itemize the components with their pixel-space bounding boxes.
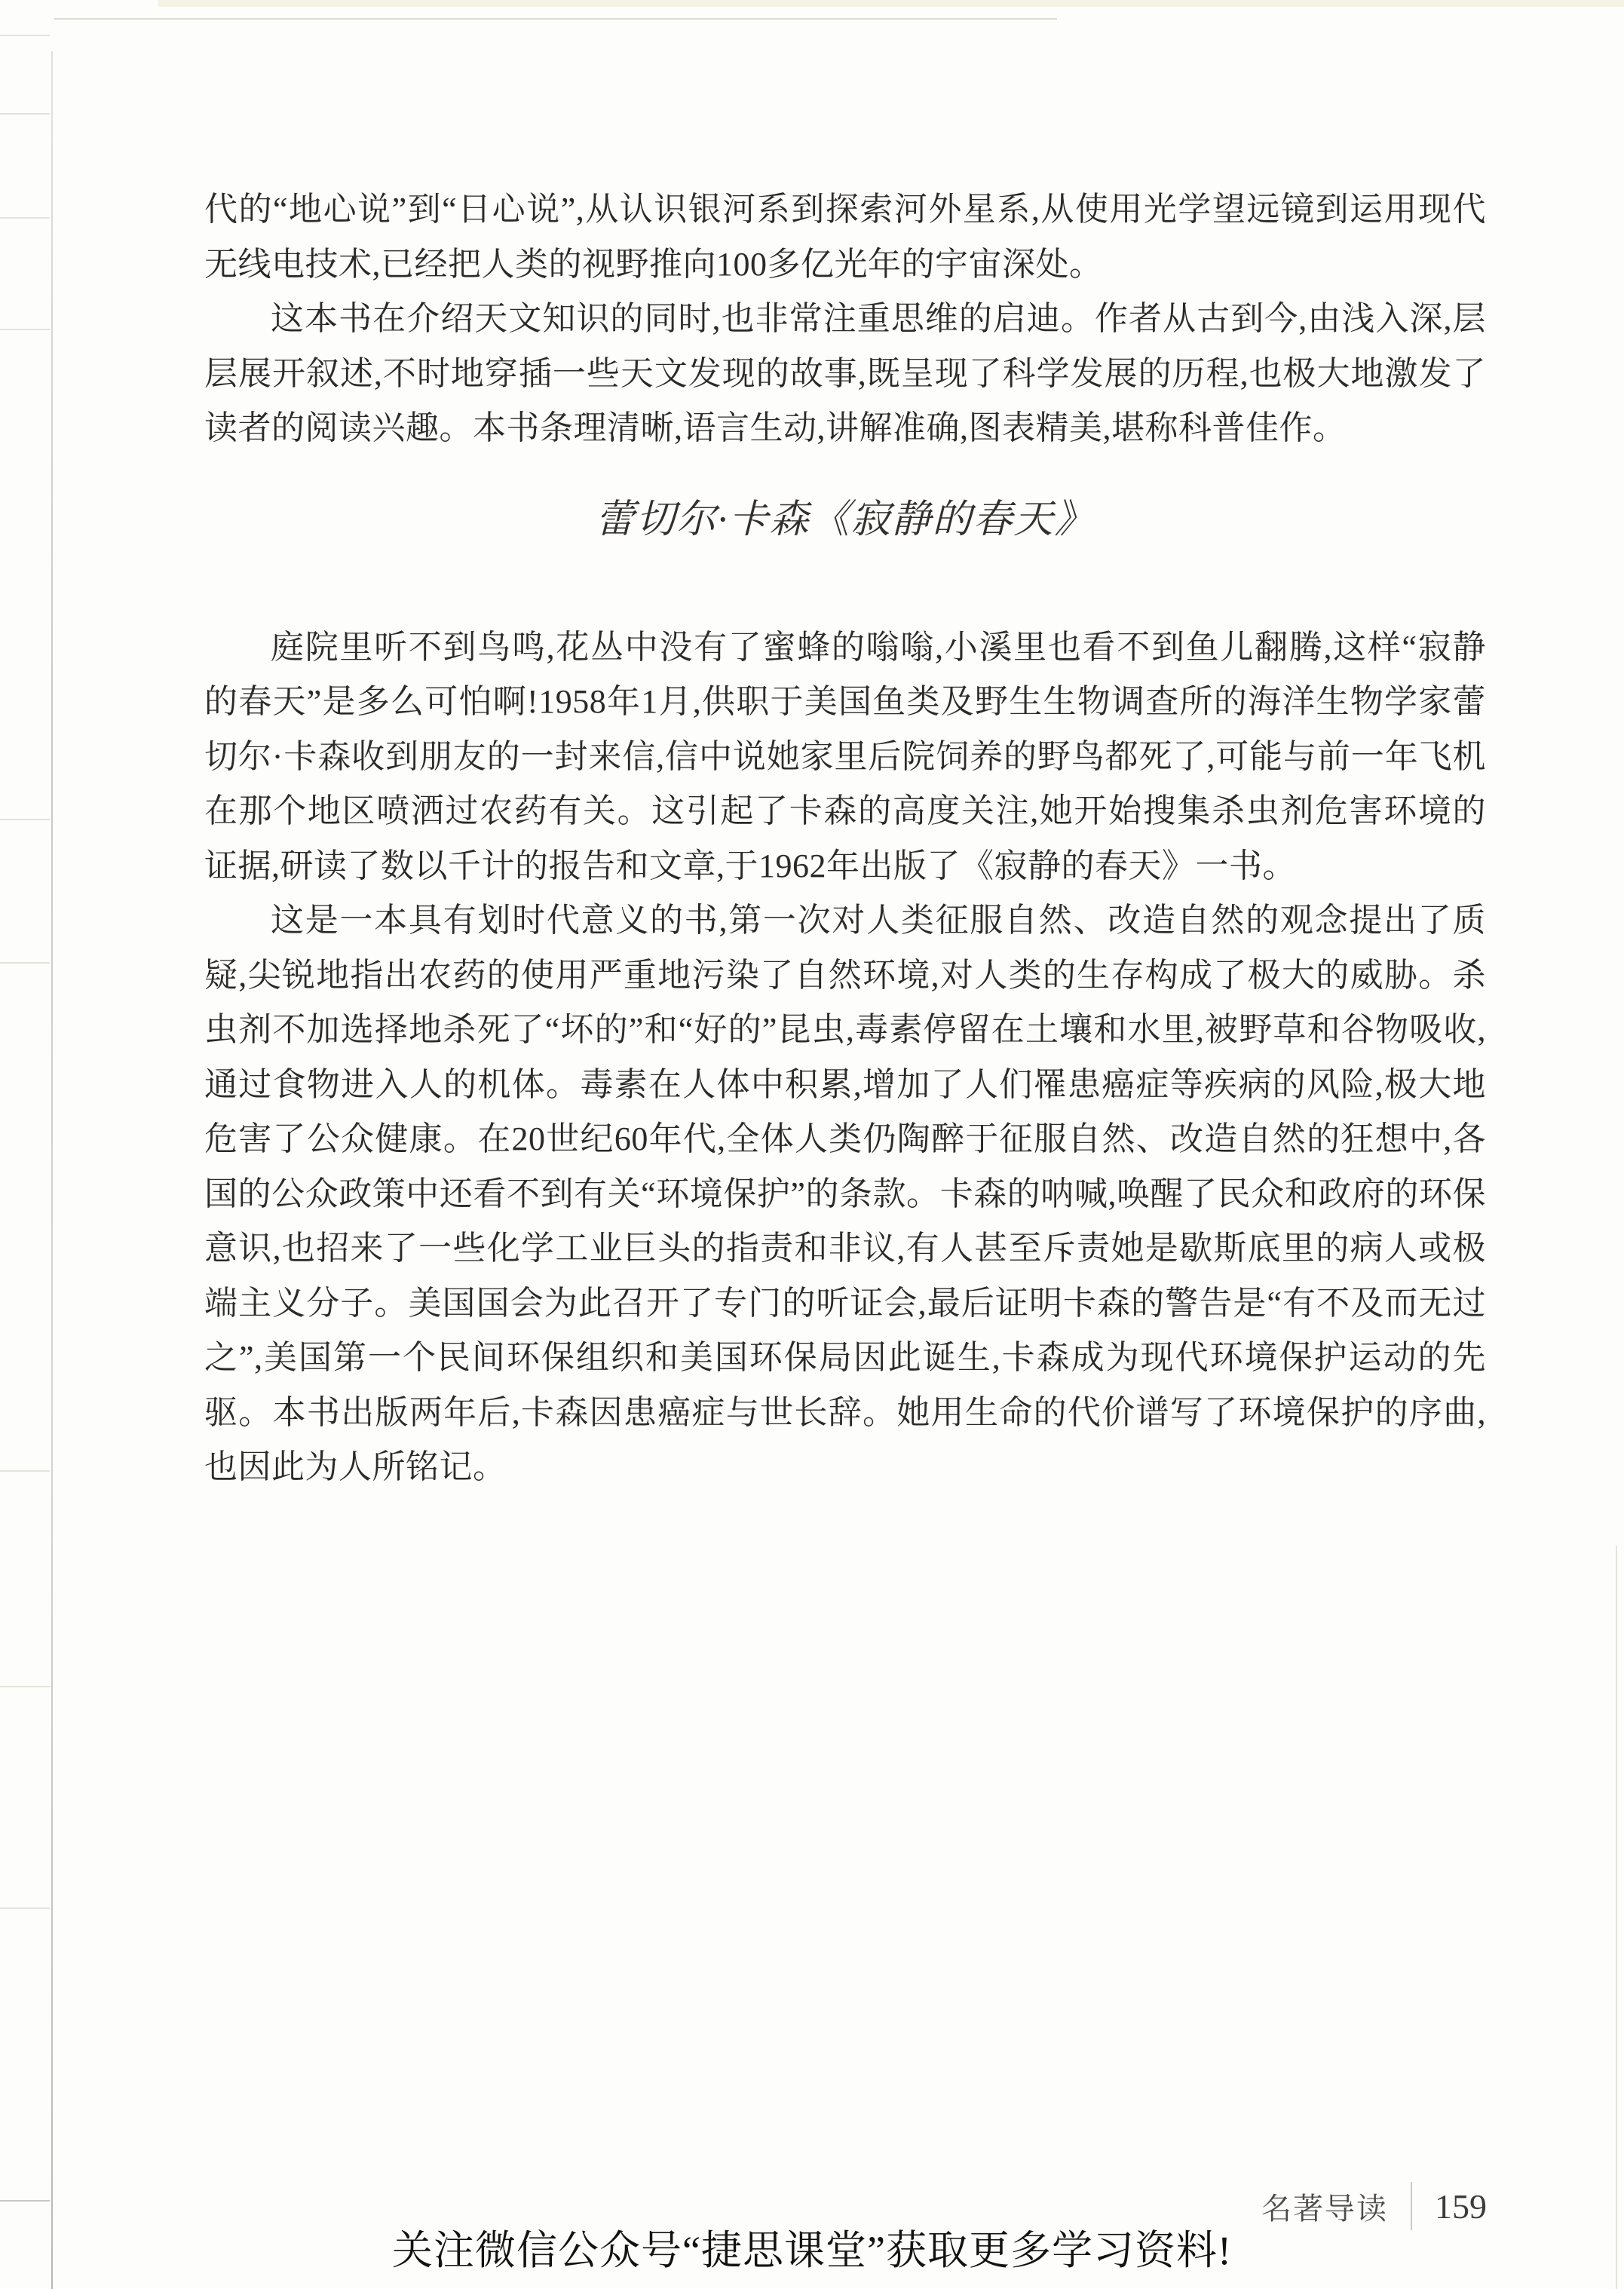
intro-paragraph: 这本书在介绍天文知识的同时,也非常注重思维的启迪。作者从古到今,由浅入深,层层展开叙述,不时地穿插一些天文发现的故事,既呈现了科学发展的历程,也极大地激发了读者的阅读兴趣。本书条理清晰,语言生动,讲解准确,图表精美,堪称科普佳作。	[204, 300, 1486, 446]
body-paragraph: 庭院里听不到鸟鸣,花丛中没有了蜜蜂的嗡嗡,小溪里也看不到鱼儿翻腾,这样“寂静的春天”是多么可怕啊!1958年1月,供职于美国鱼类及野生生物调查所的海洋生物学家蕾切尔·卡森收到朋友的一封来信,信中说她家里后院饲养的野鸟都死了,可能与前一年飞机在那个地区喷洒过农药有关。这引起了卡森的高度关注,她开始搜集杀虫剂危害环境的证据,研读了数以千计的报告和文章,于1962年出版了《寂静的春天》一书。	[204, 628, 1486, 884]
scan-top-edge-line	[54, 18, 1057, 20]
scan-artifact	[0, 329, 50, 330]
footer-section-label: 名著导读	[1261, 2191, 1388, 2226]
text-column	[204, 182, 1486, 1495]
section-heading: 蕾切尔·卡森《寂静的春天》	[595, 498, 1095, 541]
page-number: 159	[1435, 2186, 1487, 2226]
scan-top-band	[158, 0, 1624, 7]
scan-artifact	[0, 113, 50, 115]
scan-artifact	[0, 217, 50, 219]
scan-artifact	[0, 1470, 50, 1472]
scan-left-edge-line	[51, 51, 53, 2289]
scan-artifact	[0, 2200, 50, 2202]
scan-artifact	[0, 819, 50, 820]
scan-artifact	[0, 962, 50, 964]
scan-artifact	[0, 35, 50, 36]
scan-artifact	[0, 1908, 50, 1909]
scan-artifact	[0, 1686, 50, 1687]
page-footer	[1261, 2182, 1487, 2230]
body-paragraph: 这是一本具有划时代意义的书,第一次对人类征服自然、改造自然的观念提出了质疑,尖锐地指出农药的使用严重地污染了自然环境,对人类的生存构成了极大的威胁。杀虫剂不加选择地杀死了“坏的”和“好的”昆虫,毒素停留在土壤和水里,被野草和谷物吸收,通过食物进入人的机体。毒素在人体中积累,增加了人们罹患癌症等疾病的风险,极大地危害了公众健康。在20世纪60年代,全体人类仍陶醉于征服自然、改造自然的狂想中,各国的公众政策中还看不到有关“环境保护”的条款。卡森的呐喊,唤醒了民众和政府的环保意识,也招来了一些化学工业巨头的指责和非议,有人甚至斥责她是歇斯底里的病人或极端主义分子。美国国会为此召开了专门的听证会,最后证明卡森的警告是“有不及而无过之”,美国第一个民间环保组织和美国环保局因此诞生,卡森成为现代环境保护运动的先驱。本书出版两年后,卡森因患癌症与世长辞。她用生命的代价谱写了环境保护的序曲,也因此为人所铭记。	[204, 902, 1486, 1485]
intro-paragraph-continuation: 代的“地心说”到“日心说”,从认识银河系到探索河外星系,从使用光学望远镜到运用现代无线电技术,已经把人类的视野推向100多亿光年的宇宙深处。	[204, 191, 1486, 283]
promo-banner: 关注微信公众号“捷思课堂”获取更多学习资料!	[392, 2228, 1232, 2273]
scan-right-edge-line	[1616, 1546, 1617, 2289]
footer-divider	[1411, 2182, 1412, 2230]
